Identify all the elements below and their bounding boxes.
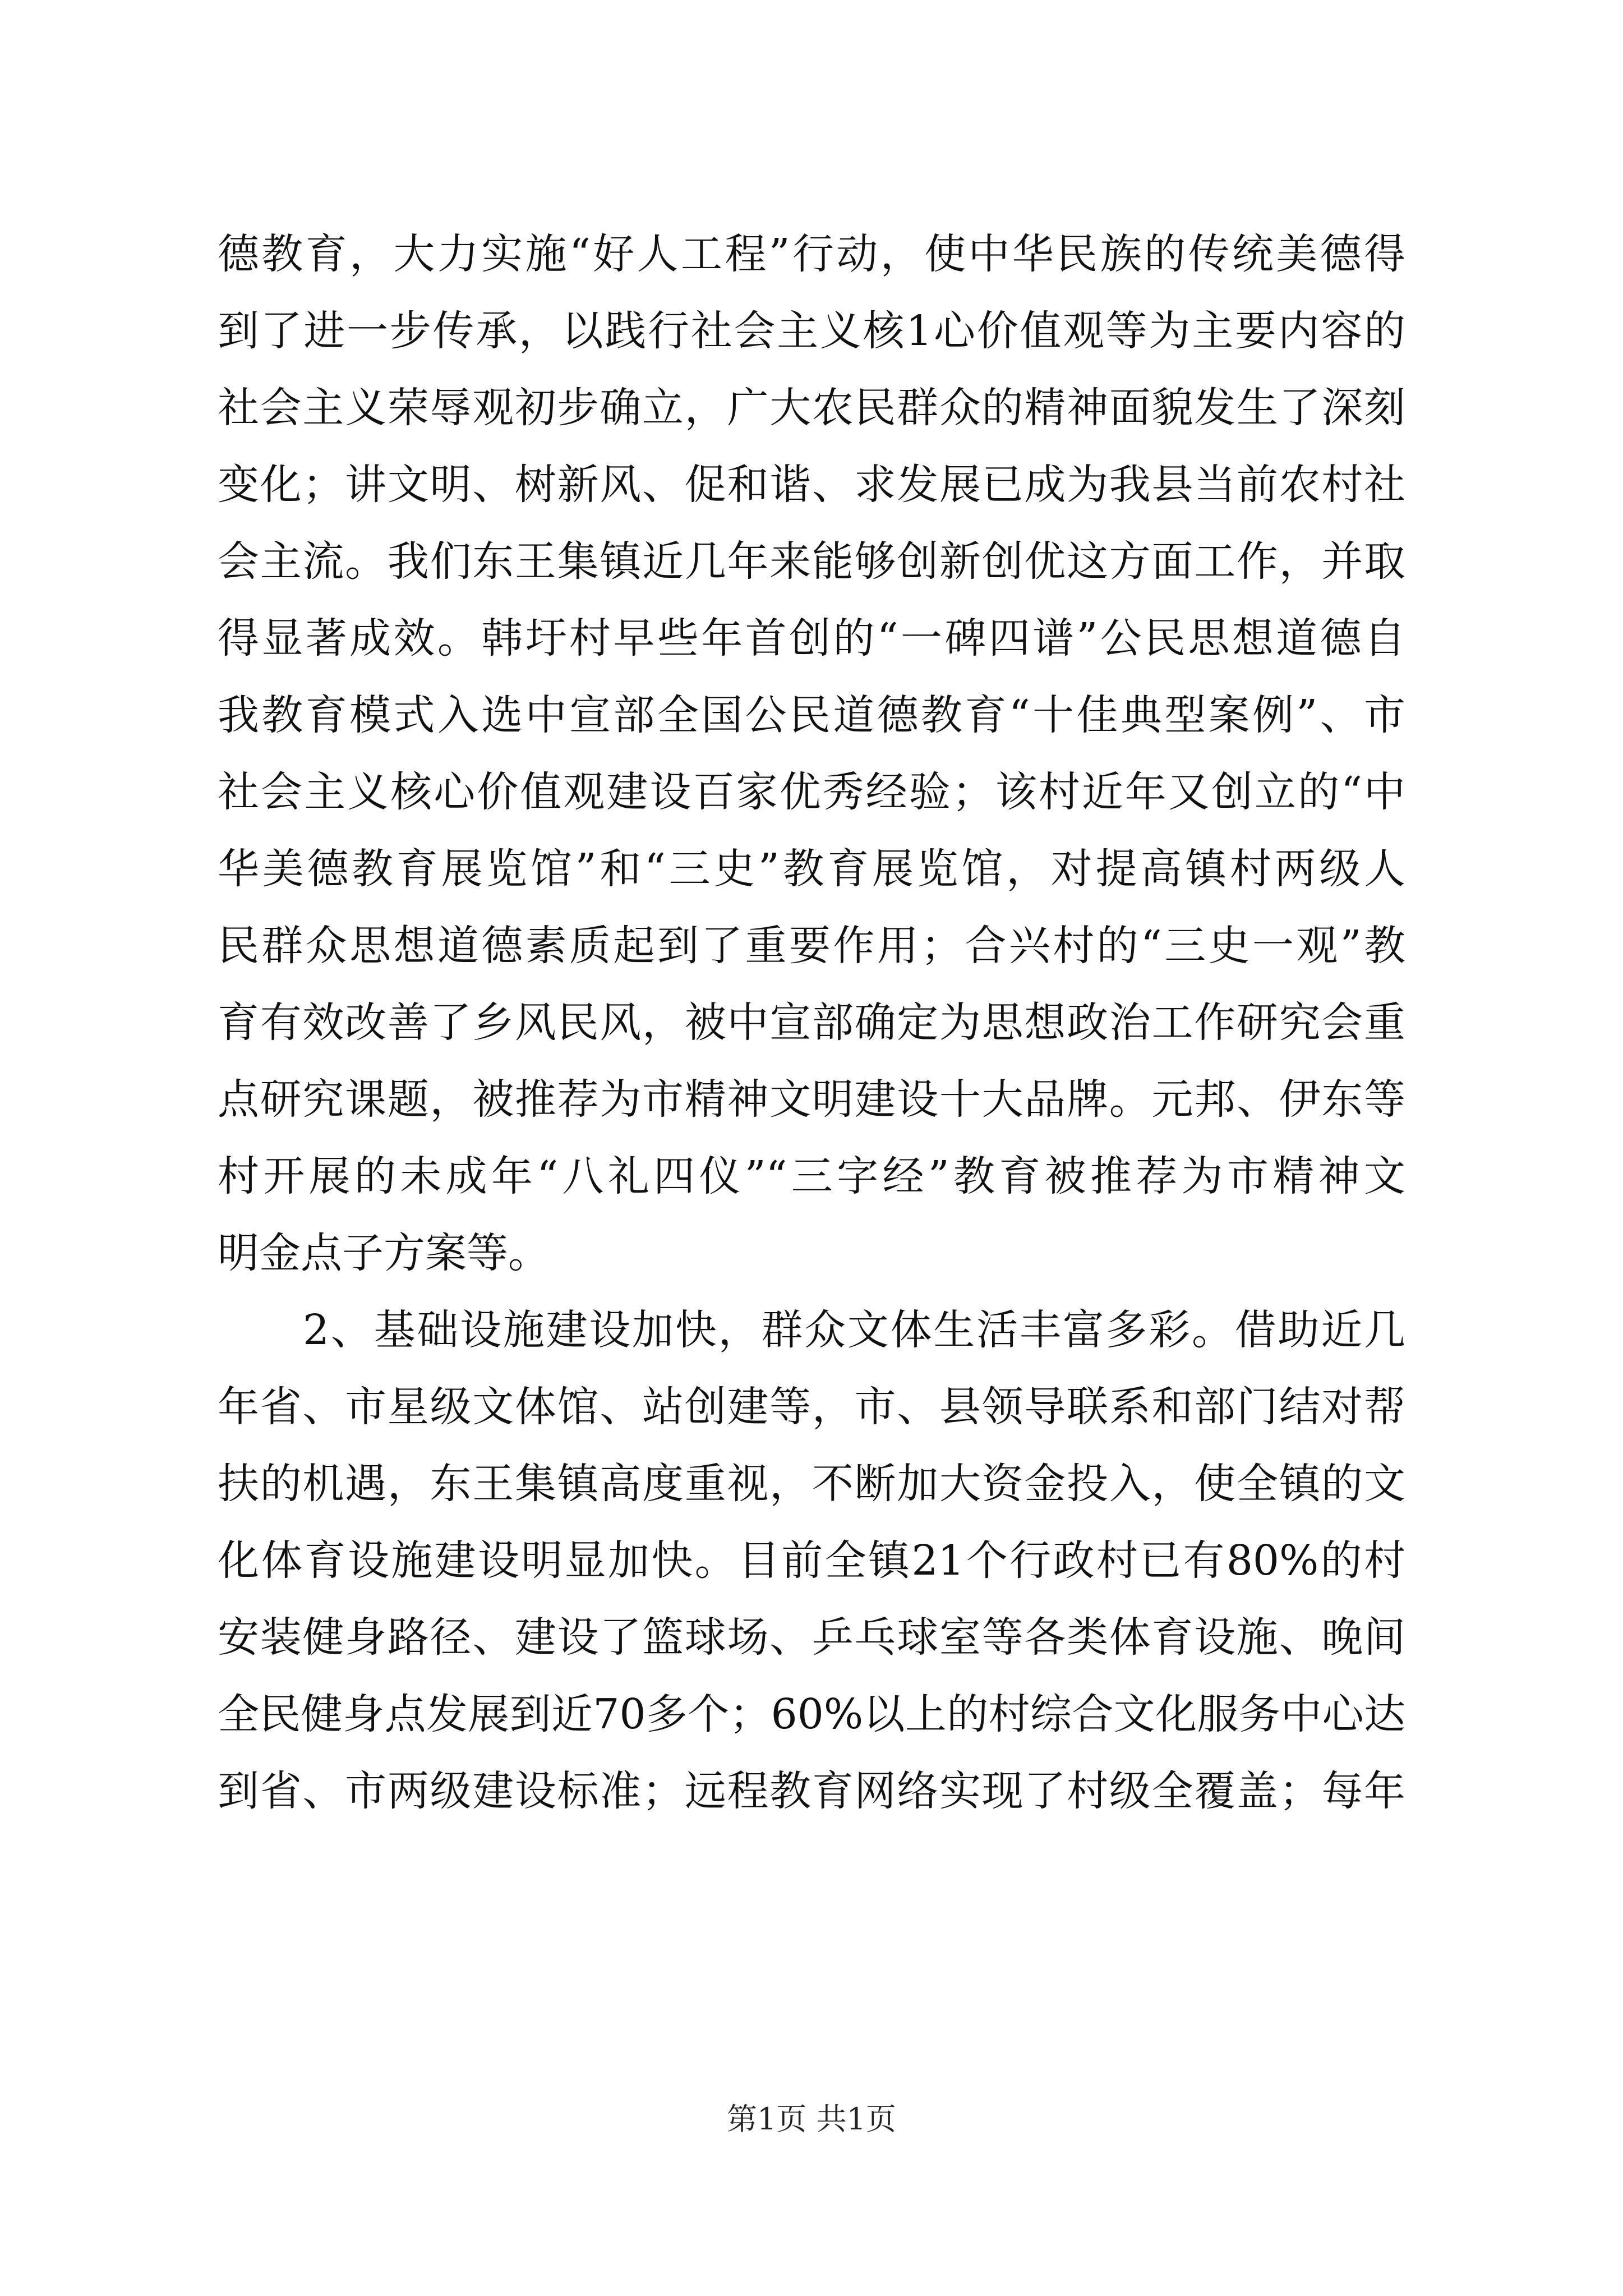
page-number: 第1页 共1页 <box>727 2101 896 2137</box>
paragraph-2-line-5: 安装健身路径、建设了篮球场、乒乓球室等各类体育设施、晚间 <box>218 1613 1405 1662</box>
paragraph-1-line-6: 得显著成效。韩圩村早些年首创的“一碑四谱”公民思想道德自 <box>218 614 1405 662</box>
paragraph-1-line-13: 村开展的未成年“八礼四仪”“三字经”教育被推荐为市精神文 <box>218 1152 1405 1200</box>
paragraph-2-line-6: 全民健身点发展到近70多个；60%以上的村综合文化服务中心达 <box>218 1690 1405 1738</box>
paragraph-1-line-4: 变化；讲文明、树新风、促和谐、求发展已成为我县当前农村社 <box>218 461 1405 509</box>
paragraph-2-line-2: 年省、市星级文体馆、站创建等，市、县领导联系和部门结对帮 <box>218 1383 1405 1431</box>
body-text <box>218 216 1405 1830</box>
paragraph-2-line-1: 2、基础设施建设加快，群众文体生活丰富多彩。借助近几 <box>303 1306 1405 1354</box>
paragraph-2-line-7: 到省、市两级建设标准；远程教育网络实现了村级全覆盖；每年 <box>218 1767 1405 1815</box>
paragraph-1-line-11: 育有效改善了乡风民风，被中宣部确定为思想政治工作研究会重 <box>218 999 1405 1047</box>
paragraph-1-line-1: 德教育，大力实施“好人工程”行动，使中华民族的传统美德得 <box>218 230 1405 278</box>
paragraph-1-line-9: 华美德教育展览馆”和“三史”教育展览馆，对提高镇村两级人 <box>218 845 1405 893</box>
paragraph-1-line-7: 我教育模式入选中宣部全国公民道德教育“十佳典型案例”、市 <box>218 691 1405 739</box>
paragraph-2-line-3: 扶的机遇，东王集镇高度重视，不断加大资金投入，使全镇的文 <box>218 1460 1405 1508</box>
paragraph-1-line-10: 民群众思想道德素质起到了重要作用；合兴村的“三史一观”教 <box>218 922 1405 970</box>
paragraph-1-line-3: 社会主义荣辱观初步确立，广大农民群众的精神面貌发生了深刻 <box>218 384 1405 432</box>
paragraph-1-line-14: 明金点子方案等。 <box>218 1229 550 1277</box>
paragraph-1-line-12: 点研究课题，被推荐为市精神文明建设十大品牌。元邦、伊东等 <box>218 1075 1405 1124</box>
paragraph-1-line-8: 社会主义核心价值观建设百家优秀经验；该村近年又创立的“中 <box>218 768 1405 816</box>
paragraph-2-line-4: 化体育设施建设明显加快。目前全镇21个行政村已有80%的村 <box>218 1536 1405 1585</box>
page-footer <box>0 2097 1623 2142</box>
paragraph-1-line-2: 到了进一步传承，以践行社会主义核1心价值观等为主要内容的 <box>218 307 1405 355</box>
paragraph-1-line-5: 会主流。我们东王集镇近几年来能够创新创优这方面工作，并取 <box>218 537 1405 586</box>
